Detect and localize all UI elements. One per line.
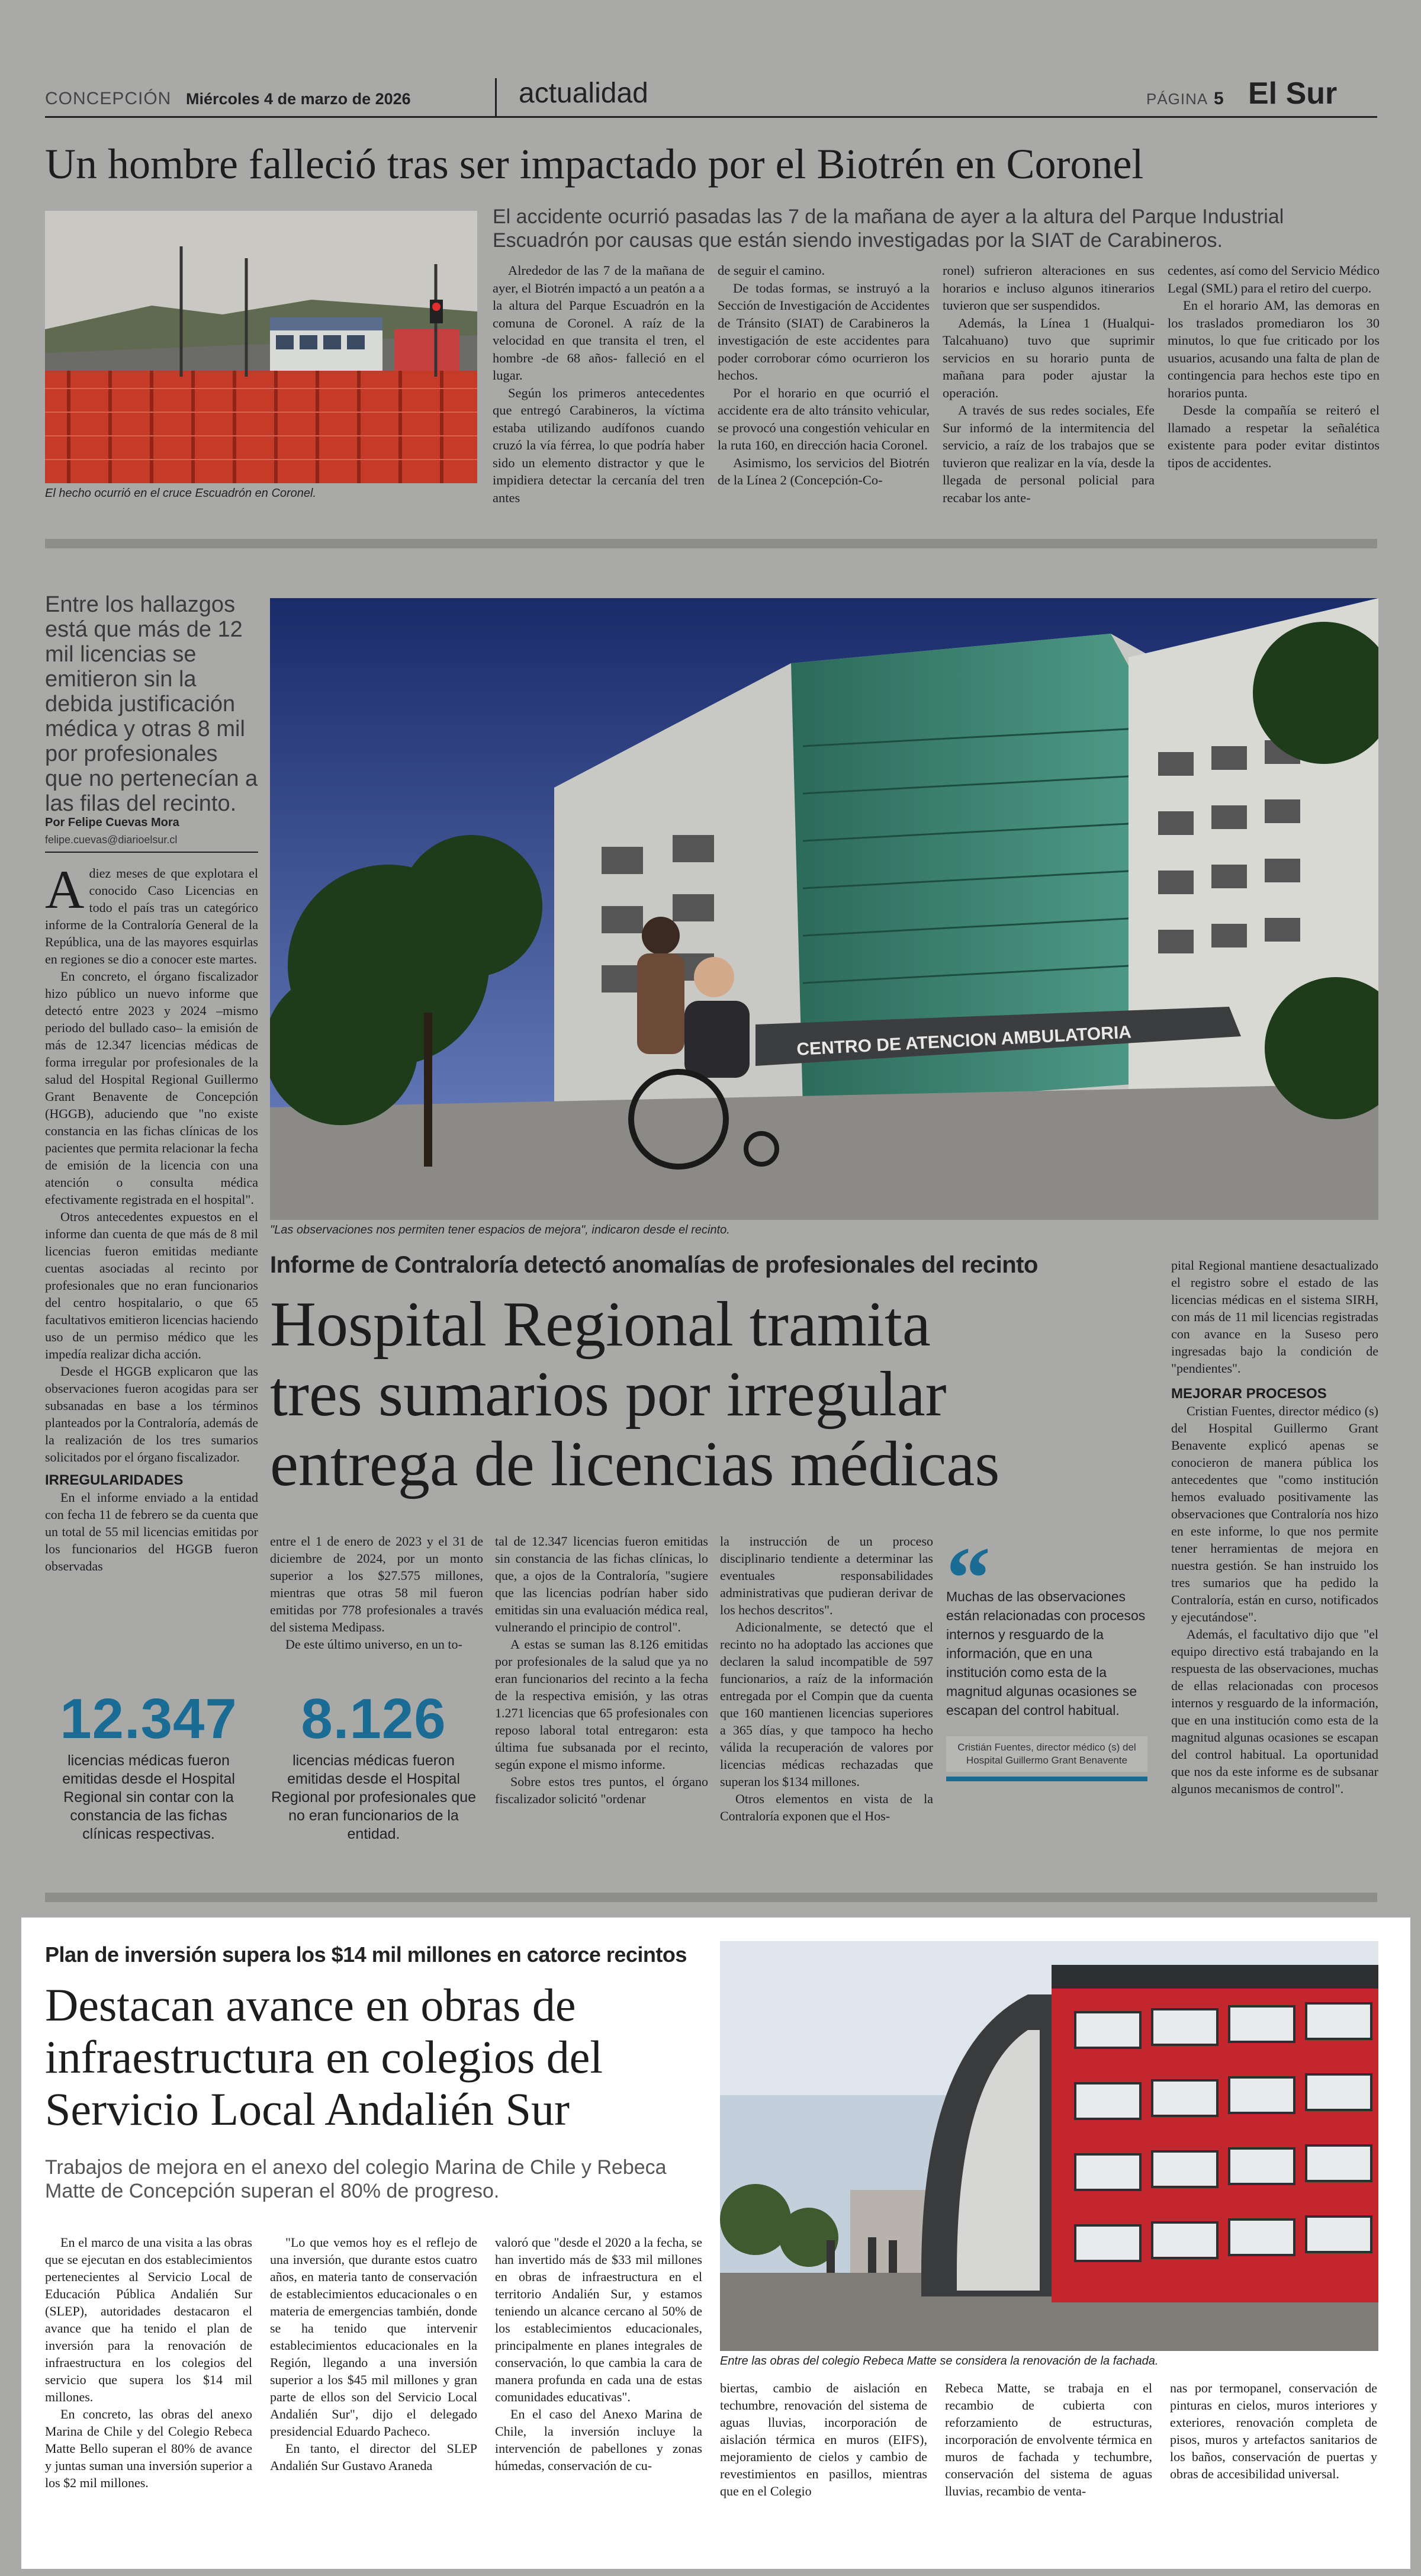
paragraph: Según los primeros antecedentes que entregó Carabineros, la víctima estaba utilizando audífonos cuando cruzó la vía férrea, lo que podría haber sido un elemento distractor y que le impidiera detectar la cercanía del tren antes [493, 385, 705, 505]
drop-cap: A [45, 859, 85, 920]
story1-col2 [718, 262, 930, 489]
story3-col3 [495, 2234, 702, 2474]
paragraph: En el marco de una visita a las obras que se ejecutan en dos establecimientos pertenecientes al Servicio Local de Educación Pública Andalién Sur (SLEP), autoridades destacaron el avance que ha tenido el plan de inversión para la renovación de infraestructura en los colegios del servicio que supera los $14 mil millones. [45, 2235, 252, 2404]
story2-left-col [45, 859, 258, 1575]
story2-pull-deck: Entre los hallazgos está que más de 12 mil licencias se emitieron sin la debida justificación médica y otras 8 mil por profesionales que no pertenecían a las filas del recinto. [45, 592, 258, 816]
story1-title: Un hombre falleció tras ser impactado por el Biotrén en Coronel [45, 140, 1144, 188]
paragraph: En concreto, el órgano fiscalizador hizo público un nuevo informe que detectó entre 2023 y 2024 –mismo periodo del bullado caso– la emisión de más de 12.347 licencias médicas de forma irregular por profesionales de la salud del Hospital Regional Guillermo Grant Benavente de Concepción (HGGB), aduciendo que "no existe constancia en las fichas clínicas de los pacientes que permita relacionar la fecha de emisión de la licencia con una atención o consulta médica efectivamente registrada en el hospital". [45, 969, 258, 1207]
paragraph: tal de 12.347 licencias fueron emitidas sin constancia de las fichas clínicas, lo que, a ojos de la Contraloría, "sugiere que las licencias podrían haber sido emitidas sin una evaluación médica real, vulnerando el principio de control". [495, 1534, 708, 1634]
paragraph: ronel) sufrieron alteraciones en sus horarios e incluso algunos itinerarios tuvieron que ser suspendidos. [943, 263, 1155, 313]
stat1-text: licencias médicas fueron emitidas desde el Hospital Regional sin contar con la constancia de las fichas clínicas respectivas. [62, 1752, 235, 1842]
headline-line: Servicio Local Andalién Sur [45, 2083, 570, 2135]
section-divider-1 [45, 539, 1377, 548]
story3-col2 [270, 2234, 477, 2474]
paragraph: En tanto, el director del SLEP Andalién Sur Gustavo Araneda [270, 2441, 477, 2473]
paragraph: "Lo que vemos hoy es el reflejo de una inversión, que durante estos cuatro años, en materia tanto de conservación de establecimientos educacionales o en materia de emergencias también, donde se ha tenido que intervenir establecimientos educacionales en la Región, llegando a una inversión superior a los $45 mil millones y gran parte de ellos son del Servicio Local Andalién Sur", dijo el delegado presidencial Eduardo Pacheco. [270, 2235, 477, 2439]
school-photo-illustration [720, 1941, 1378, 2351]
story3-col1 [45, 2234, 252, 2491]
hospital-photo [270, 598, 1378, 1220]
paragraph: En el informe enviado a la entidad con fecha 11 de febrero se da cuenta que un total de 55 mil licencias emitidas por los funcionarios del HGGB fueron observadas [45, 1490, 258, 1573]
story2-col-a [270, 1533, 483, 1653]
stat2-text: licencias médicas fueron emitidas desde el Hospital Regional por profesionales que no eran funcionarios de la entidad. [271, 1752, 477, 1842]
quote-box [946, 1529, 1147, 1781]
header-rule [45, 116, 1377, 118]
paragraph: Otros antecedentes expuestos en el informe dan cuenta de que más de 8 mil licencias fueron emitidas mediante cuentas asociadas al recinto por profesionales que no eran funcionarios del centro hospitalario, o que 65 facultativos emitieron licencias haciendo uso de un permiso médico que les impedía realizar dicha acción. [45, 1209, 258, 1361]
story2-col-d [1171, 1257, 1378, 1797]
paragraph: pital Regional mantiene desactualizado el registro sobre el estado de las licencias médicas en el sistema SIRH, con más de 11 mil licencias registradas con avance en la Suseso pero ingresadas bajo la condición de "pendientes". [1171, 1258, 1378, 1376]
headline-line: Destacan avance en obras de [45, 1979, 576, 2031]
header-page-label: PÁGINA [1146, 90, 1208, 108]
paragraph: A través de sus redes sociales, Efe Sur informó de la intermitencia del servicio, a raíz de los trabajos que se tuvieron que realizar en la vía, desde la llegada de personal policial para recabar los ante- [943, 403, 1155, 505]
paragraph-lead-text: diez meses de que explotara el conocido Caso Licencias en todo el país tras un categórico informe de la Contraloría General de la República, una de las mayores esquirlas en regiones se dio a conocer este martes. [45, 866, 258, 966]
header-section: actualidad [519, 78, 648, 109]
paragraph: Sobre estos tres puntos, el órgano fiscalizador solicitó "ordenar [495, 1774, 708, 1806]
stat1-number: 12.347 [60, 1687, 237, 1750]
paragraph: Cristian Fuentes, director médico (s) del Hospital Guillermo Grant Benavente explicó apenas se conocieron de manera pública los antecedentes que "como institución hemos evaluado positivamente las observaciones que Contraloría nos hizo en este informe, lo que nos permite tener herramientas de mejora en nuestra gestión. Se han instruido los tres sumarios que ha pedido la Contraloría, están en curso, notificados y ejecutándose". [1171, 1403, 1378, 1624]
story1-col3 [943, 262, 1155, 506]
header-brand: El Sur [1248, 76, 1338, 111]
hospital-photo-illustration [270, 598, 1378, 1220]
stat-block-1 [45, 1687, 252, 1843]
story2-col-b [495, 1533, 708, 1807]
quote-accent-bar [946, 1777, 1147, 1781]
paragraph-lead [45, 859, 258, 968]
paragraph: entre el 1 de enero de 2023 y el 31 de diciembre de 2024, por un monto superior a los $27.575 millones, mientras que otras 58 mil fueron emitidas por 778 profesionales a través del sistema Medipass. [270, 1534, 483, 1634]
paragraph: de seguir el camino. [718, 263, 825, 278]
paragraph: Rebeca Matte, se trabaja en el recambio de cubierta con reforzamiento de estructuras, incorporación de envolvente térmica en muros de fachada y techumbre, conservación del sistema de aguas lluvias, recambio de venta- [945, 2381, 1152, 2498]
header-date: Miércoles 4 de marzo de 2026 [186, 90, 411, 108]
paragraph: Adicionalmente, se detectó que el recinto no ha adoptado las acciones que declaren la salud incompatible de 597 funcionarios, a raíz de la información entregada por el Compin que da cuenta que 160 mantienen licencias superiores a 365 días, y que tampoco ha hecho válida la recuperación de valores por licencias médicas rechazadas que superan los $134 millones. [720, 1620, 933, 1789]
quote-attribution: Cristián Fuentes, director médico (s) del Hospital Guillermo Grant Benavente [957, 1742, 1136, 1766]
building-sign-text: CENTRO DE ATENCION AMBULATORIA [796, 1022, 1132, 1059]
paragraph: De todas formas, se instruyó a la Sección de Investigación de Accidentes de Tránsito (SIAT) de Carabineros la investigación de este accidentes para poder corroborar cómo ocurrieron los hechos. [718, 280, 930, 383]
paragraph: En concreto, las obras del anexo Marina de Chile y del Colegio Rebeca Matte Bello superan el 80% de avance y juntas suman una inversión superior a los $2 mil millones. [45, 2407, 252, 2490]
headline-line: infraestructura en colegios del [45, 2031, 603, 2083]
byline: Por Felipe Cuevas Mora [45, 816, 179, 829]
story2-headline [270, 1290, 999, 1499]
headline-line: Hospital Regional tramita [270, 1289, 931, 1360]
school-caption: Entre las obras del colegio Rebeca Matte se considera la renovación de la fachada. [720, 2355, 1159, 2368]
quote-text: Muchas de las observaciones están relacionadas con procesos internos y resguardo de la información, que en una institución como esta de la magnitud algunas ocasiones se escapan del control habitual. [946, 1589, 1146, 1718]
paragraph: Además, el facultativo dijo que "el equipo directivo está trabajando en la respuesta de las observaciones, muchas de ellas relacionadas con procesos internos y resguardo de la información, que en una institución como esta de la magnitud algunas ocasiones se escapan del control habitual. La oportunidad que nos da este informe es de subsanar algunos mecanismos de control". [1171, 1627, 1378, 1796]
paragraph: Además, la Línea 1 (Hualqui-Talcahuano) tuvo que suprimir servicios en su horario punta de mañana para poder ajustar la operación. [943, 315, 1155, 400]
paragraph: En el horario AM, las demoras en los traslados promediaron los 30 minutos, lo que fue criticado por los usuarios, acusando una falta de plan de contingencia para hechos este tipo en horarios punta. [1168, 298, 1380, 400]
story3-col6 [1170, 2379, 1377, 2482]
headline-line: tres sumarios por irregular [270, 1359, 947, 1430]
paragraph: Por el horario en que ocurrió el accidente era de alto tránsito vehicular, se provocó una congestión vehicular en la ruta 160, en dirección hacia Coronel. [718, 385, 930, 452]
byline-email: felipe.cuevas@diarioelsur.cl [45, 834, 178, 846]
story3-deck: Trabajos de mejora en el anexo del colegio Marina de Chile y Rebeca Matte de Concepción superan el 80% de progreso. [45, 2156, 667, 2202]
paragraph: valoró que "desde el 2020 a la fecha, se han invertido más de $33 mil millones en obras de infraestructura en el territorio Andalién Sur, y estamos teniendo un alcance cercano al 50% de los establecimientos educacionales, principalmente en planes integrales de conservación, lo que cambia la cara de manera profunda en cada una de estas comunidades educativas". [495, 2235, 702, 2404]
paragraph: De este último universo, en un to- [285, 1637, 462, 1652]
story1-deck: El accidente ocurrió pasadas las 7 de la mañana de ayer a la altura del Parque Industrial Escuadrón por causas que están siendo investigadas por la SIAT de Carabineros. [493, 205, 1284, 252]
paragraph: En el caso del Anexo Marina de Chile, la inversión incluye la intervención de pabellones y zonas húmedas, conservación de cu- [495, 2407, 702, 2473]
subhead-irregularidades: IRREGULARIDADES [45, 1472, 184, 1488]
story2-kicker: Informe de Contraloría detectó anomalías de profesionales del recinto [270, 1252, 1038, 1278]
train-photo-illustration [45, 211, 477, 483]
quote-mark-icon: “ [946, 1529, 991, 1627]
paragraph: Desde el HGGB explicaron que las observaciones fueron acogidas para ser subsanadas en base a los términos planteados por la Contraloría, además de la realización de los tres sumarios solicitados por el órgano fiscalizador. [45, 1364, 258, 1464]
header-section-left: CONCEPCIÓN [45, 89, 172, 108]
header-page-number: 5 [1214, 89, 1224, 108]
paragraph: biertas, cambio de aislación en techumbre, renovación del sistema de aguas lluvias, incorporación de aislación térmica en muros (EIFS), mejoramiento de cielos y cambio de revestimientos en pasillos, mientras que en el Colegio [720, 2381, 927, 2498]
story1-col4 [1168, 262, 1380, 471]
story3-headline [45, 1979, 603, 2135]
paragraph: Otros elementos en vista de la Contraloría exponen que el Hos- [720, 1791, 933, 1823]
paragraph: la instrucción de un proceso disciplinario tendiente a determinar las eventuales responsabilidades administrativas que pudieran derivar de los hechos descritos". [720, 1534, 933, 1617]
paragraph: nas por termopanel, conservación de pinturas en cielos, muros interiores y exteriores, renovación completa de pisos, muros y artefactos sanitarios de los baños, conservación de puertas y obras de accesibilidad universal. [1170, 2381, 1377, 2481]
story1-caption: El hecho ocurrió en el cruce Escuadrón en Coronel. [45, 487, 317, 500]
paragraph: Alrededor de las 7 de la mañana de ayer, el Biotrén impactó a un peatón a a la altura del Parque Escuadrón en la comuna de Coronel. A raíz de la velocidad en que transita el tren, el hombre -de 68 años- falleció en el lugar. [493, 263, 705, 383]
story2-col-c [720, 1533, 933, 1825]
stat-block-2 [270, 1687, 477, 1843]
section-divider-2 [45, 1893, 1377, 1902]
quote-attr-box [946, 1736, 1147, 1772]
header-divider-vertical [495, 78, 497, 117]
story3-kicker: Plan de inversión supera los $14 mil millones en catorce recintos [45, 1942, 687, 1967]
story3-col4 [720, 2379, 927, 2500]
headline-line: entrega de licencias médicas [270, 1429, 1000, 1499]
paragraph: A estas se suman las 8.126 emitidas por profesionales de la salud que ya no eran funcionarios del recinto a la fecha de la respectiva emisión, y las otras 1.271 licencias que 65 profesionales con reposo laboral total entregaron: esta última fue subsanada por el recinto, según expone el mismo informe. [495, 1637, 708, 1772]
train-photo [45, 211, 477, 483]
hospital-caption: "Las observaciones nos permiten tener espacios de mejora", indicaron desde el recinto. [270, 1223, 730, 1236]
story3-col5 [945, 2379, 1152, 2500]
paragraph: Asimismo, los servicios del Biotrén de la Línea 2 (Concepción-Co- [718, 455, 930, 487]
subhead-mejorar-procesos: MEJORAR PROCESOS [1171, 1386, 1327, 1402]
paragraph: Desde la compañía se reiteró el llamado a respetar la señalética existente para poder evitar distintos tipos de accidentes. [1168, 403, 1380, 470]
paragraph: cedentes, así como del Servicio Médico Legal (SML) para el retiro del cuerpo. [1168, 263, 1380, 295]
stat2-number: 8.126 [301, 1687, 446, 1750]
byline-rule [45, 852, 258, 853]
story1-col1 [493, 262, 705, 506]
school-photo [720, 1941, 1378, 2351]
